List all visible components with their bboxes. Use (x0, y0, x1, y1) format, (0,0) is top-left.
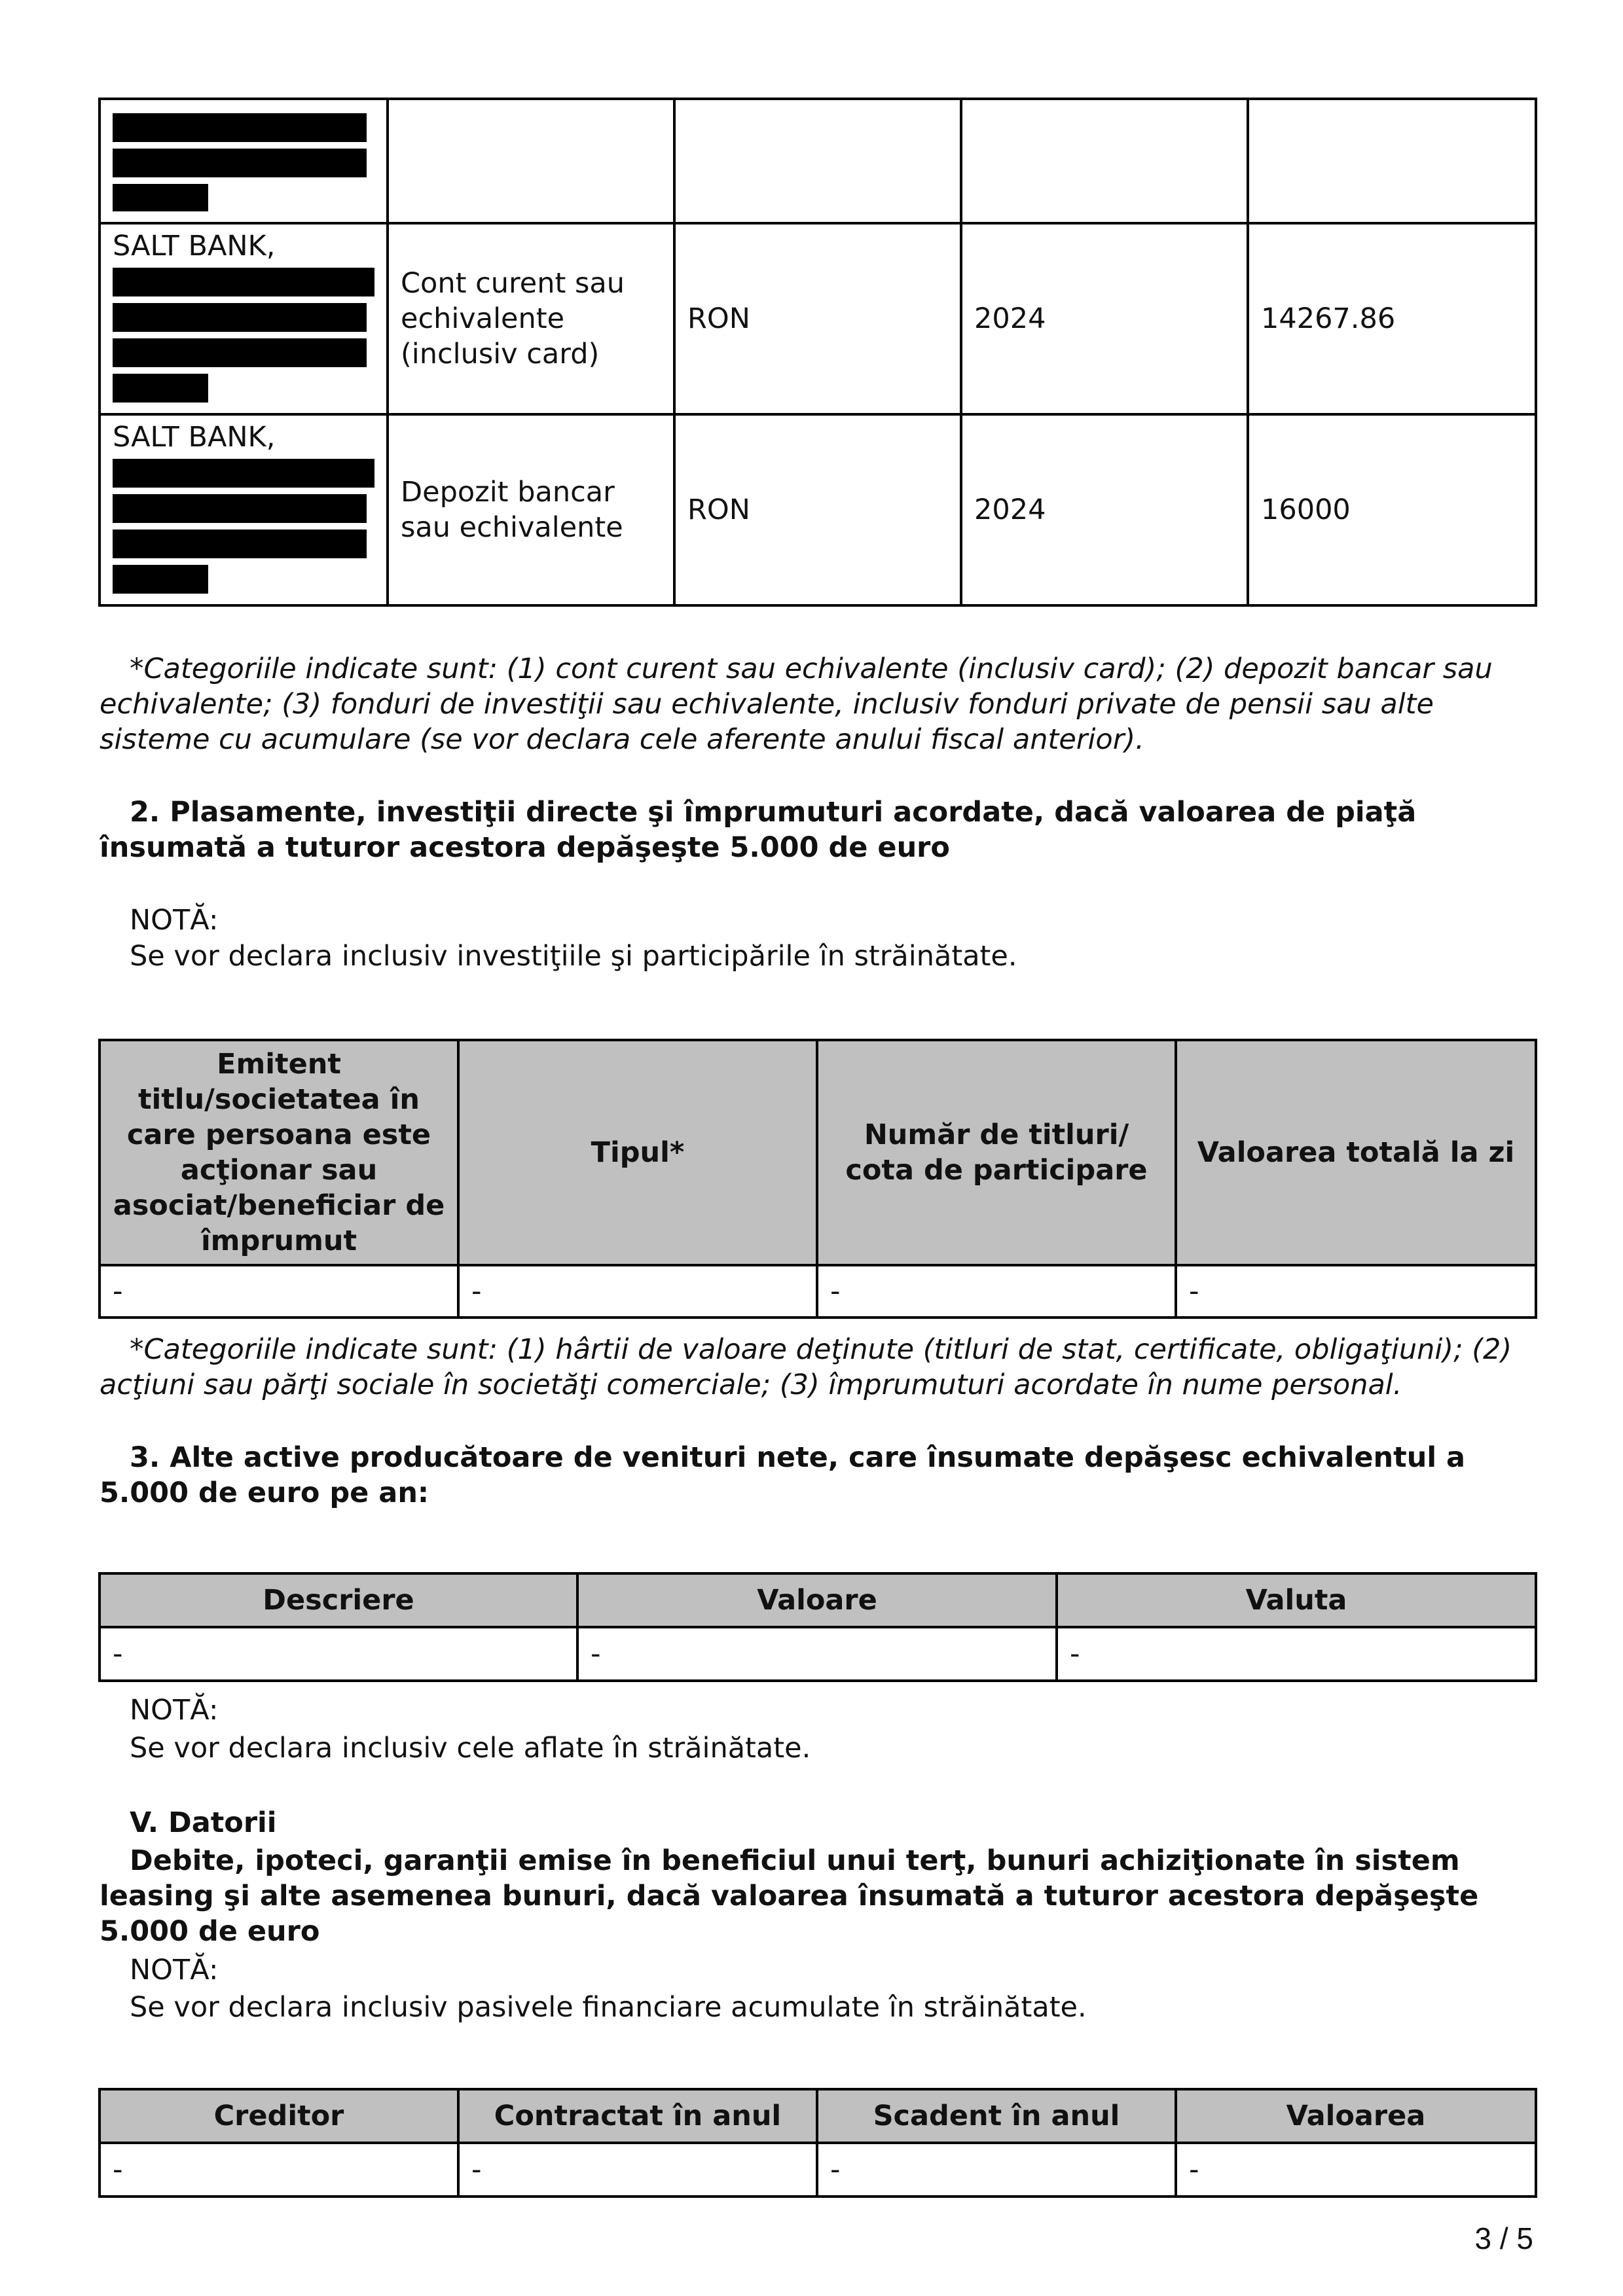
table-cell: - (817, 2143, 1176, 2197)
section-v-title: V. Datorii (130, 1806, 277, 1839)
institution-cell (100, 223, 388, 414)
column-header: Valoare (577, 1573, 1057, 1627)
column-header: Creditor (100, 2089, 458, 2143)
investments-table (98, 1039, 1537, 1319)
type-cell: Cont curent sau echivalente (inclusiv card) (388, 223, 674, 414)
table-header-row (100, 1040, 1536, 1265)
currency-cell: RON (674, 414, 961, 605)
value-cell (1248, 99, 1536, 223)
institution-name: SALT BANK, (113, 421, 276, 454)
table-cell: - (1057, 1627, 1536, 1681)
table-row (100, 223, 1536, 414)
table-cell: - (817, 1265, 1176, 1318)
nota-label: NOTĂ: (130, 1694, 219, 1727)
table-cell: - (1176, 2143, 1536, 2197)
page-number: 3 / 5 (1474, 2221, 1533, 2255)
section-2-heading: 2. Plasamente, investiţii directe şi împrumuturi acordate, dacă valoarea de piaţă însumată a tuturor acestora depăşeşte 5.000 de euro (100, 796, 1417, 864)
column-header: Descriere (100, 1573, 577, 1627)
table-cell: - (100, 2143, 458, 2197)
redaction-bar (113, 149, 367, 177)
nota-text: Se vor declara inclusiv cele aflate în străinătate. (130, 1732, 811, 1765)
column-header: Valoarea totală la zi (1176, 1040, 1536, 1265)
section-3-heading: 3. Alte active producătoare de venituri nete, care însumate depăşesc echivalentul a 5.000 de euro pe an: (100, 1441, 1466, 1509)
column-header: Emitent titlu/societatea în care persoana este acţionar sau asociat/beneficiar de împrumut (100, 1040, 458, 1265)
table-cell: - (100, 1627, 577, 1681)
table-cell: - (1176, 1265, 1536, 1318)
year-cell (961, 99, 1248, 223)
column-header: Valoarea (1176, 2089, 1536, 2143)
nota-label: NOTĂ: (130, 1954, 219, 1986)
table-header-row (100, 1573, 1536, 1627)
redaction-bar (113, 529, 367, 558)
year-cell: 2024 (961, 414, 1248, 605)
type-cell (388, 99, 674, 223)
table-cell: - (458, 1265, 817, 1318)
nota-text: Se vor declara inclusiv pasivele financiare acumulate în străinătate. (130, 1991, 1087, 2024)
nota-text: Se vor declara inclusiv investiţiile şi participările în străinătate. (130, 940, 1017, 973)
type-cell: Depozit bancar sau echivalente (388, 414, 674, 605)
table-cell: - (577, 1627, 1057, 1681)
column-header: Scadent în anul (817, 2089, 1176, 2143)
redaction-bar (113, 565, 208, 594)
table-row (100, 414, 1536, 605)
currency-cell: RON (674, 223, 961, 414)
table-header-row (100, 2089, 1536, 2143)
value-cell: 16000 (1248, 414, 1536, 605)
table-row (100, 2143, 1536, 2197)
debts-table (98, 2088, 1537, 2198)
currency-cell (674, 99, 961, 223)
redaction-bar (113, 303, 367, 332)
column-header: Număr de titluri/ cota de participare (817, 1040, 1176, 1265)
value-cell: 14267.86 (1248, 223, 1536, 414)
column-header: Valuta (1057, 1573, 1536, 1627)
redaction-bar (113, 338, 367, 367)
institution-name: SALT BANK, (113, 230, 276, 262)
table-row (100, 99, 1536, 223)
institution-cell (100, 414, 388, 605)
redaction-bar (113, 113, 367, 142)
section-v-heading: Debite, ipoteci, garanţii emise în beneficiul unui terţ, bunuri achiziţionate în sistem leasing şi alte asemenea bunuri, dacă valoarea însumată a tuturor acestora depăşeşte 5.000 de euro (100, 1844, 1479, 1948)
accounts-table (98, 98, 1537, 607)
institution-cell (100, 99, 388, 223)
other-assets-table (98, 1572, 1537, 1682)
year-cell: 2024 (961, 223, 1248, 414)
nota-label: NOTĂ: (130, 904, 219, 937)
investments-footnote: *Categoriile indicate sunt: (1) hârtii de valoare deţinute (titluri de stat, certificate, obligaţiuni); (2) acţiuni sau părţi sociale în societăţi comerciale; (3) împrumuturi acordate în nume personal. (100, 1333, 1512, 1401)
table-cell: - (100, 1265, 458, 1318)
table-row (100, 1627, 1536, 1681)
redaction-bar (113, 268, 374, 296)
table-row (100, 1265, 1536, 1318)
column-header: Contractat în anul (458, 2089, 817, 2143)
redaction-bar (113, 459, 374, 488)
column-header: Tipul* (458, 1040, 817, 1265)
redaction-bar (113, 184, 208, 211)
redaction-bar (113, 494, 367, 523)
accounts-footnote: *Categoriile indicate sunt: (1) cont curent sau echivalente (inclusiv card); (2) depozit bancar sau echivalente; (3) fonduri de investiţii sau echivalente, inclusiv fonduri private de pensii sau alte sisteme cu acumulare (se vor declara cele aferente anului fiscal anterior). (100, 653, 1493, 756)
table-cell: - (458, 2143, 817, 2197)
redaction-bar (113, 374, 208, 403)
